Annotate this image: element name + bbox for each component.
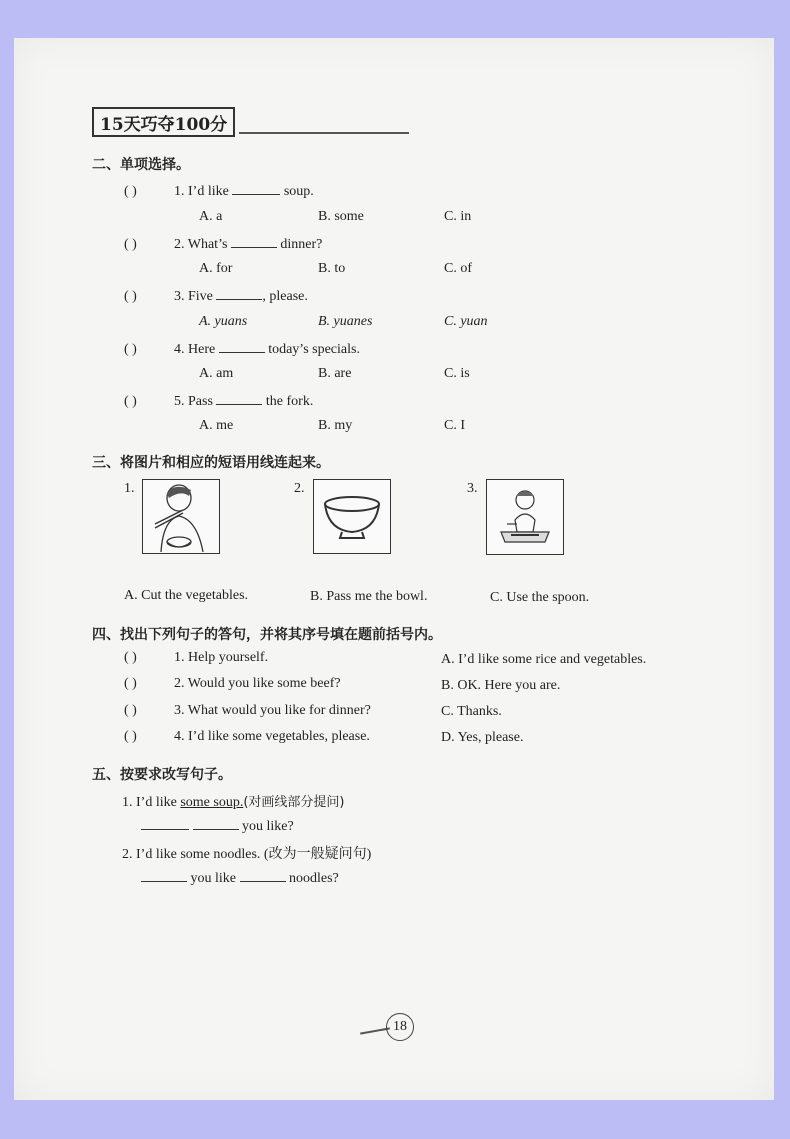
header-title: 15天巧夺100分: [92, 107, 235, 137]
s2-q2-opt-c: C. of: [444, 261, 472, 276]
answer-paren[interactable]: ( ): [124, 342, 137, 357]
s2-q3-opt-c: C. yuan: [444, 314, 488, 329]
girl-cutting-icon: [487, 480, 563, 554]
s2-q4-opt-c: C. is: [444, 366, 470, 381]
s2-q4-opt-b: B. are: [318, 366, 352, 381]
s2-q1: ( ) 1. I’d like soup.: [124, 184, 314, 199]
s4-answer-c: C. Thanks.: [441, 704, 502, 719]
blank-line[interactable]: [232, 182, 280, 195]
bowl-icon: [314, 480, 390, 553]
section5-title: 五、按要求改写句子。: [92, 767, 232, 783]
s2-q3-opt-a: A. yuans: [199, 314, 248, 329]
blank-line[interactable]: [216, 392, 262, 405]
bowl-picture: [313, 479, 391, 554]
underlined-phrase: some soup.: [180, 795, 244, 810]
blank-line[interactable]: [193, 817, 239, 830]
answer-paren[interactable]: ( ): [124, 703, 137, 718]
s2-q3-opt-b: B. yuanes: [318, 314, 373, 329]
s4-answer-d: D. Yes, please.: [441, 730, 524, 745]
pic-number-2: 2.: [294, 481, 305, 496]
s4-answer-a: A. I’d like some rice and vegetables.: [441, 652, 647, 667]
pic-number-3: 3.: [467, 481, 478, 496]
s2-q2-opt-a: A. for: [199, 261, 233, 276]
s2-q4-opt-a: A. am: [199, 366, 234, 381]
s2-q1-opt-b: B. some: [318, 209, 364, 224]
s4-q4: ( ) 4. I’d like some vegetables, please.: [124, 729, 370, 744]
s5-q2: 2. I’d like some noodles. (改为一般疑问句): [122, 847, 372, 862]
s2-q3: ( ) 3. Five , please.: [124, 289, 308, 304]
s2-q5-opt-c: C. I: [444, 418, 465, 433]
blank-line[interactable]: [219, 340, 265, 353]
answer-paren[interactable]: ( ): [124, 729, 137, 744]
phrase-b: B. Pass me the bowl.: [310, 589, 428, 604]
s2-q5: ( ) 5. Pass the fork.: [124, 394, 314, 409]
blank-line[interactable]: [141, 869, 187, 882]
s2-q4: ( ) 4. Here today’s specials.: [124, 342, 360, 357]
s4-q3: ( ) 3. What would you like for dinner?: [124, 703, 371, 718]
s5-q1: 1. I’d like some soup.(对画线部分提问): [122, 795, 345, 810]
blank-line[interactable]: [231, 235, 277, 248]
s5-q1-answer: you like?: [141, 817, 294, 835]
s2-q1-opt-c: C. in: [444, 209, 472, 224]
answer-paren[interactable]: ( ): [124, 676, 137, 691]
page-header: [92, 107, 409, 137]
s2-q5-opt-b: B. my: [318, 418, 353, 433]
section4-title: 四、找出下列句子的答句，并将其序号填在题前括号内。: [92, 627, 442, 643]
section3-title: 三、将图片和相应的短语用线连起来。: [92, 455, 330, 471]
section2-title: 二、单项选择。: [92, 157, 190, 173]
girl-cutting-picture: [486, 479, 564, 555]
blank-line[interactable]: [240, 869, 286, 882]
blank-line[interactable]: [141, 817, 189, 830]
s4-q2: ( ) 2. Would you like some beef?: [124, 676, 341, 691]
boy-eating-icon: [143, 480, 219, 553]
header-rule: [239, 132, 409, 134]
s5-q2-answer: you like noodles?: [141, 869, 339, 887]
answer-paren[interactable]: ( ): [124, 184, 137, 199]
pic-number-1: 1.: [124, 481, 135, 496]
s2-q2-opt-b: B. to: [318, 261, 346, 276]
boy-eating-picture: [142, 479, 220, 554]
s2-q5-opt-a: A. me: [199, 418, 234, 433]
answer-paren[interactable]: ( ): [124, 394, 137, 409]
blank-line[interactable]: [216, 287, 262, 300]
page-number: 18: [386, 1013, 414, 1041]
s2-q2: ( ) 2. What’s dinner?: [124, 237, 323, 252]
phrase-a: A. Cut the vegetables.: [124, 588, 249, 603]
answer-paren[interactable]: ( ): [124, 237, 137, 252]
s4-q1: ( ) 1. Help yourself.: [124, 650, 269, 665]
answer-paren[interactable]: ( ): [124, 650, 137, 665]
s4-answer-b: B. OK. Here you are.: [441, 678, 561, 693]
s2-q1-opt-a: A. a: [199, 209, 223, 224]
phrase-c: C. Use the spoon.: [490, 590, 590, 605]
answer-paren[interactable]: ( ): [124, 289, 137, 304]
